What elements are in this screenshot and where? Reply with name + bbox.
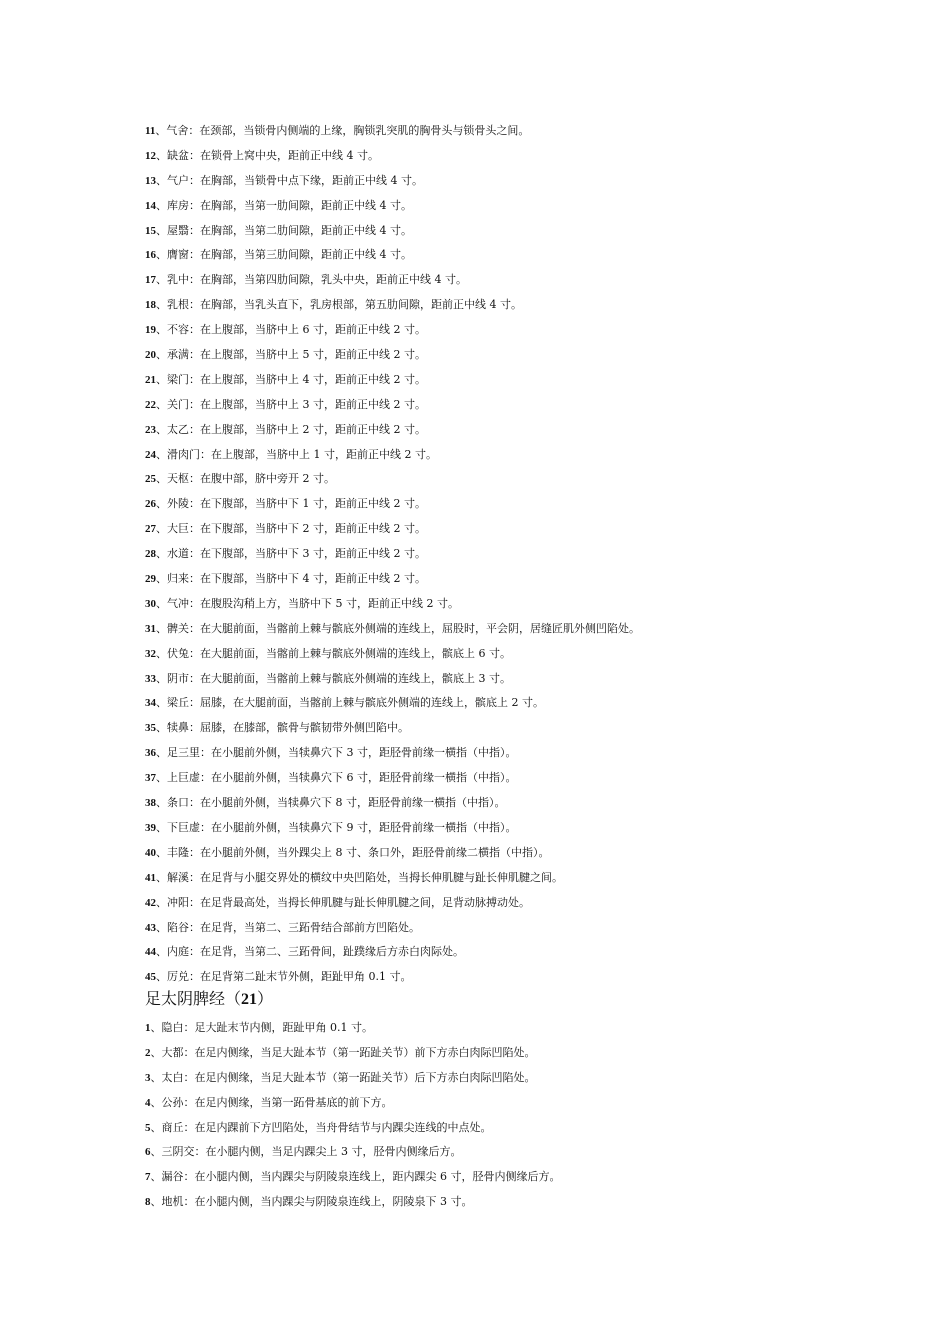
acupoint-list-item bbox=[145, 274, 905, 299]
acupoint-list-item bbox=[145, 797, 905, 822]
acupoint-description: 、解溪：在足背与小腿交界处的横纹中央凹陷处，当拇长伸肌腱与趾长伸肌腱之间。 bbox=[156, 870, 563, 884]
acupoint-description: 、库房：在胸部，当第一肋间隙，距前正中线 4 寸。 bbox=[156, 198, 412, 212]
acupoint-number: 35 bbox=[145, 722, 156, 735]
acupoint-number: 32 bbox=[145, 647, 156, 660]
acupoint-description: 、大都：在足内侧缘，当足大趾本节（第一跖趾关节）前下方赤白肉际凹陷处。 bbox=[150, 1045, 536, 1059]
acupoint-number: 16 bbox=[145, 249, 156, 262]
acupoint-number: 45 bbox=[145, 971, 156, 984]
acupoint-description: 、三阴交：在小腿内侧，当足内踝尖上 3 寸，胫骨内侧缘后方。 bbox=[150, 1145, 462, 1159]
acupoint-list-item bbox=[145, 324, 905, 349]
acupoint-number: 7 bbox=[145, 1171, 151, 1184]
acupoint-description: 、隐白：足大趾末节内侧，距趾甲角 0.1 寸。 bbox=[150, 1021, 373, 1034]
spleen-meridian-point-list bbox=[145, 1022, 905, 1221]
acupoint-description: 、气舍：在颈部，当锁骨内侧端的上缘，胸锁乳突肌的胸骨头与锁骨头之间。 bbox=[155, 124, 530, 137]
acupoint-description: 、阴市：在大腿前面，当髂前上棘与髌底外侧端的连线上，髌底上 3 寸。 bbox=[156, 671, 511, 685]
acupoint-description: 、上巨虚：在小腿前外侧，当犊鼻穴下 6 寸，距胫骨前缘一横指（中指）。 bbox=[156, 771, 517, 785]
acupoint-number: 42 bbox=[145, 896, 156, 909]
acupoint-list-item bbox=[145, 922, 905, 947]
acupoint-list-item bbox=[145, 1196, 905, 1221]
acupoint-description: 、足三里：在小腿前外侧，当犊鼻穴下 3 寸，距胫骨前缘一横指（中指）。 bbox=[156, 746, 517, 760]
acupoint-number: 27 bbox=[145, 523, 156, 536]
acupoint-number: 14 bbox=[145, 199, 156, 212]
acupoint-list-item bbox=[145, 374, 905, 399]
acupoint-number: 37 bbox=[145, 772, 156, 785]
acupoint-list-item bbox=[145, 747, 905, 772]
acupoint-list-item bbox=[145, 1047, 905, 1072]
acupoint-description: 、太白：在足内侧缘，当足大趾本节（第一跖趾关节）后下方赤白肉际凹陷处。 bbox=[150, 1070, 536, 1084]
acupoint-list-item bbox=[145, 1122, 905, 1147]
acupoint-list-item bbox=[145, 473, 905, 498]
acupoint-list-item bbox=[145, 648, 905, 673]
acupoint-description: 、太乙：在上腹部，当脐中上 2 寸，距前正中线 2 寸。 bbox=[156, 422, 426, 436]
acupoint-description: 、气户：在胸部，当锁骨中点下缘，距前正中线 4 寸。 bbox=[156, 173, 423, 187]
acupoint-list-item bbox=[145, 722, 905, 747]
acupoint-number: 25 bbox=[145, 473, 156, 486]
acupoint-list-item bbox=[145, 299, 905, 324]
acupoint-description: 、下巨虚：在小腿前外侧，当犊鼻穴下 9 寸，距胫骨前缘一横指（中指）。 bbox=[156, 820, 517, 834]
acupoint-number: 30 bbox=[145, 597, 156, 610]
acupoint-list-item bbox=[145, 548, 905, 573]
acupoint-number: 44 bbox=[145, 946, 156, 959]
acupoint-number: 17 bbox=[145, 274, 156, 287]
acupoint-description: 、厉兑：在足背第二趾末节外侧，距趾甲角 0.1 寸。 bbox=[156, 970, 412, 984]
acupoint-description: 、外陵：在下腹部，当脐中下 1 寸，距前正中线 2 寸。 bbox=[156, 497, 426, 511]
acupoint-list-item bbox=[145, 349, 905, 374]
acupoint-number: 19 bbox=[145, 324, 156, 337]
acupoint-list-item bbox=[145, 573, 905, 598]
acupoint-description: 、不容：在上腹部，当脐中上 6 寸，距前正中线 2 寸。 bbox=[156, 323, 426, 337]
acupoint-list-item bbox=[145, 673, 905, 698]
acupoint-description: 、地机：在小腿内侧，当内踝尖与阴陵泉连线上，阴陵泉下 3 寸。 bbox=[150, 1195, 473, 1209]
acupoint-number: 36 bbox=[145, 747, 156, 760]
acupoint-description: 、水道：在下腹部，当脐中下 3 寸，距前正中线 2 寸。 bbox=[156, 547, 426, 561]
acupoint-description: 、梁丘：屈膝，在大腿前面，当髂前上棘与髌底外侧端的连线上，髌底上 2 寸。 bbox=[156, 696, 544, 710]
acupoint-description: 、冲阳：在足背最高处，当拇长伸肌腱与趾长伸肌腱之间，足背动脉搏动处。 bbox=[156, 895, 530, 909]
acupoint-number: 22 bbox=[145, 398, 156, 411]
acupoint-list-item bbox=[145, 523, 905, 548]
acupoint-number: 29 bbox=[145, 573, 156, 586]
acupoint-number: 18 bbox=[145, 299, 156, 312]
acupoint-description: 、承满：在上腹部，当脐中上 5 寸，距前正中线 2 寸。 bbox=[156, 348, 426, 362]
acupoint-number: 34 bbox=[145, 697, 156, 710]
acupoint-description: 、内庭：在足背，当第二、三跖骨间，趾蹼缘后方赤白肉际处。 bbox=[156, 945, 464, 959]
acupoint-description: 、滑肉门：在上腹部，当脐中上 1 寸，距前正中线 2 寸。 bbox=[156, 447, 437, 461]
acupoint-number: 15 bbox=[145, 224, 156, 237]
acupoint-list-item bbox=[145, 1072, 905, 1097]
acupoint-number: 1 bbox=[145, 1022, 151, 1034]
acupoint-description: 、归来：在下腹部，当脐中下 4 寸，距前正中线 2 寸。 bbox=[156, 572, 426, 586]
acupoint-description: 、乳根：在胸部，当乳头直下，乳房根部，第五肋间隙，距前正中线 4 寸。 bbox=[156, 298, 522, 312]
acupoint-number: 24 bbox=[145, 448, 156, 461]
acupoint-number: 6 bbox=[145, 1146, 151, 1159]
acupoint-list-item bbox=[145, 150, 905, 175]
acupoint-list-item bbox=[145, 1146, 905, 1171]
acupoint-list-item bbox=[145, 1022, 905, 1047]
acupoint-list-item bbox=[145, 125, 905, 150]
acupoint-list-item bbox=[145, 449, 905, 474]
acupoint-description: 、伏兔：在大腿前面，当髂前上棘与髌底外侧端的连线上，髌底上 6 寸。 bbox=[156, 646, 511, 660]
acupoint-description: 、商丘：在足内踝前下方凹陷处，当舟骨结节与内踝尖连线的中点处。 bbox=[150, 1120, 492, 1134]
acupoint-list-item bbox=[145, 424, 905, 449]
acupoint-description: 、屋翳：在胸部，当第二肋间隙，距前正中线 4 寸。 bbox=[156, 223, 412, 237]
acupoint-list-item bbox=[145, 623, 905, 648]
acupoint-number: 8 bbox=[145, 1196, 151, 1209]
acupoint-list-item bbox=[145, 498, 905, 523]
acupoint-list-item bbox=[145, 598, 905, 623]
acupoint-number: 38 bbox=[145, 797, 156, 810]
acupoint-description: 、漏谷：在小腿内侧，当内踝尖与阴陵泉连线上，距内踝尖 6 寸，胫骨内侧缘后方。 bbox=[150, 1170, 561, 1184]
section-heading-text: 足太阴脾经（ bbox=[145, 989, 242, 1008]
acupoint-description: 、陷谷：在足背，当第二、三跖骨结合部前方凹陷处。 bbox=[156, 920, 420, 934]
acupoint-number: 20 bbox=[145, 349, 156, 362]
acupoint-description: 、膺窗：在胸部，当第三肋间隙，距前正中线 4 寸。 bbox=[156, 248, 412, 262]
section-heading-spleen-meridian bbox=[145, 989, 273, 1010]
acupoint-description: 、公孙：在足内侧缘，当第一跖骨基底的前下方。 bbox=[150, 1095, 393, 1109]
acupoint-list-item bbox=[145, 872, 905, 897]
acupoint-list-item bbox=[145, 200, 905, 225]
acupoint-description: 、天枢：在腹中部，脐中旁开 2 寸。 bbox=[156, 472, 335, 486]
acupoint-description: 、条口：在小腿前外侧，当犊鼻穴下 8 寸，距胫骨前缘一横指（中指）。 bbox=[156, 796, 506, 810]
acupoint-number: 2 bbox=[145, 1046, 151, 1059]
acupoint-description: 、缺盆：在锁骨上窝中央，距前正中线 4 寸。 bbox=[156, 148, 379, 162]
acupoint-list-item bbox=[145, 1171, 905, 1196]
section-heading-count: 21 bbox=[241, 991, 258, 1008]
acupoint-description: 、梁门：在上腹部，当脐中上 4 寸，距前正中线 2 寸。 bbox=[156, 372, 426, 386]
acupoint-number: 13 bbox=[145, 174, 156, 187]
acupoint-number: 28 bbox=[145, 548, 156, 561]
acupoint-number: 41 bbox=[145, 871, 156, 884]
acupoint-description: 、髀关：在大腿前面，当髂前上棘与髌底外侧端的连线上，屈股时，平会阴，居缝匠肌外侧凹陷处。 bbox=[156, 621, 640, 635]
acupoint-description: 、气冲：在腹股沟稍上方，当脐中下 5 寸，距前正中线 2 寸。 bbox=[156, 596, 459, 610]
acupoint-description: 、丰隆：在小腿前外侧，当外踝尖上 8 寸、条口外，距胫骨前缘二横指（中指）。 bbox=[156, 845, 550, 859]
acupoint-list-item bbox=[145, 175, 905, 200]
acupoint-description: 、乳中：在胸部，当第四肋间隙，乳头中央，距前正中线 4 寸。 bbox=[156, 273, 467, 287]
acupoint-number: 33 bbox=[145, 672, 156, 685]
acupoint-number: 12 bbox=[145, 149, 156, 162]
acupoint-list-item bbox=[145, 225, 905, 250]
acupoint-number: 3 bbox=[145, 1071, 151, 1084]
acupoint-number: 5 bbox=[145, 1121, 151, 1134]
stomach-meridian-point-list bbox=[145, 125, 905, 996]
acupoint-description: 、大巨：在下腹部，当脐中下 2 寸，距前正中线 2 寸。 bbox=[156, 522, 426, 536]
acupoint-list-item bbox=[145, 697, 905, 722]
section-heading-close: ） bbox=[257, 989, 274, 1008]
acupoint-list-item bbox=[145, 897, 905, 922]
acupoint-list-item bbox=[145, 249, 905, 274]
acupoint-list-item bbox=[145, 822, 905, 847]
acupoint-number: 31 bbox=[145, 622, 156, 635]
acupoint-description: 、犊鼻：屈膝，在膝部，髌骨与髌韧带外侧凹陷中。 bbox=[156, 721, 409, 735]
acupoint-list-item bbox=[145, 399, 905, 424]
acupoint-number: 39 bbox=[145, 821, 156, 834]
acupoint-list-item bbox=[145, 847, 905, 872]
acupoint-number: 4 bbox=[145, 1096, 151, 1109]
acupoint-description: 、关门：在上腹部，当脐中上 3 寸，距前正中线 2 寸。 bbox=[156, 397, 426, 411]
acupoint-number: 23 bbox=[145, 423, 156, 436]
acupoint-number: 26 bbox=[145, 498, 156, 511]
acupoint-number: 43 bbox=[145, 921, 156, 934]
acupoint-list-item bbox=[145, 946, 905, 971]
acupoint-number: 21 bbox=[145, 373, 156, 386]
acupoint-number: 40 bbox=[145, 846, 156, 859]
acupoint-list-item bbox=[145, 772, 905, 797]
acupoint-number: 11 bbox=[145, 125, 156, 137]
acupoint-list-item bbox=[145, 1097, 905, 1122]
